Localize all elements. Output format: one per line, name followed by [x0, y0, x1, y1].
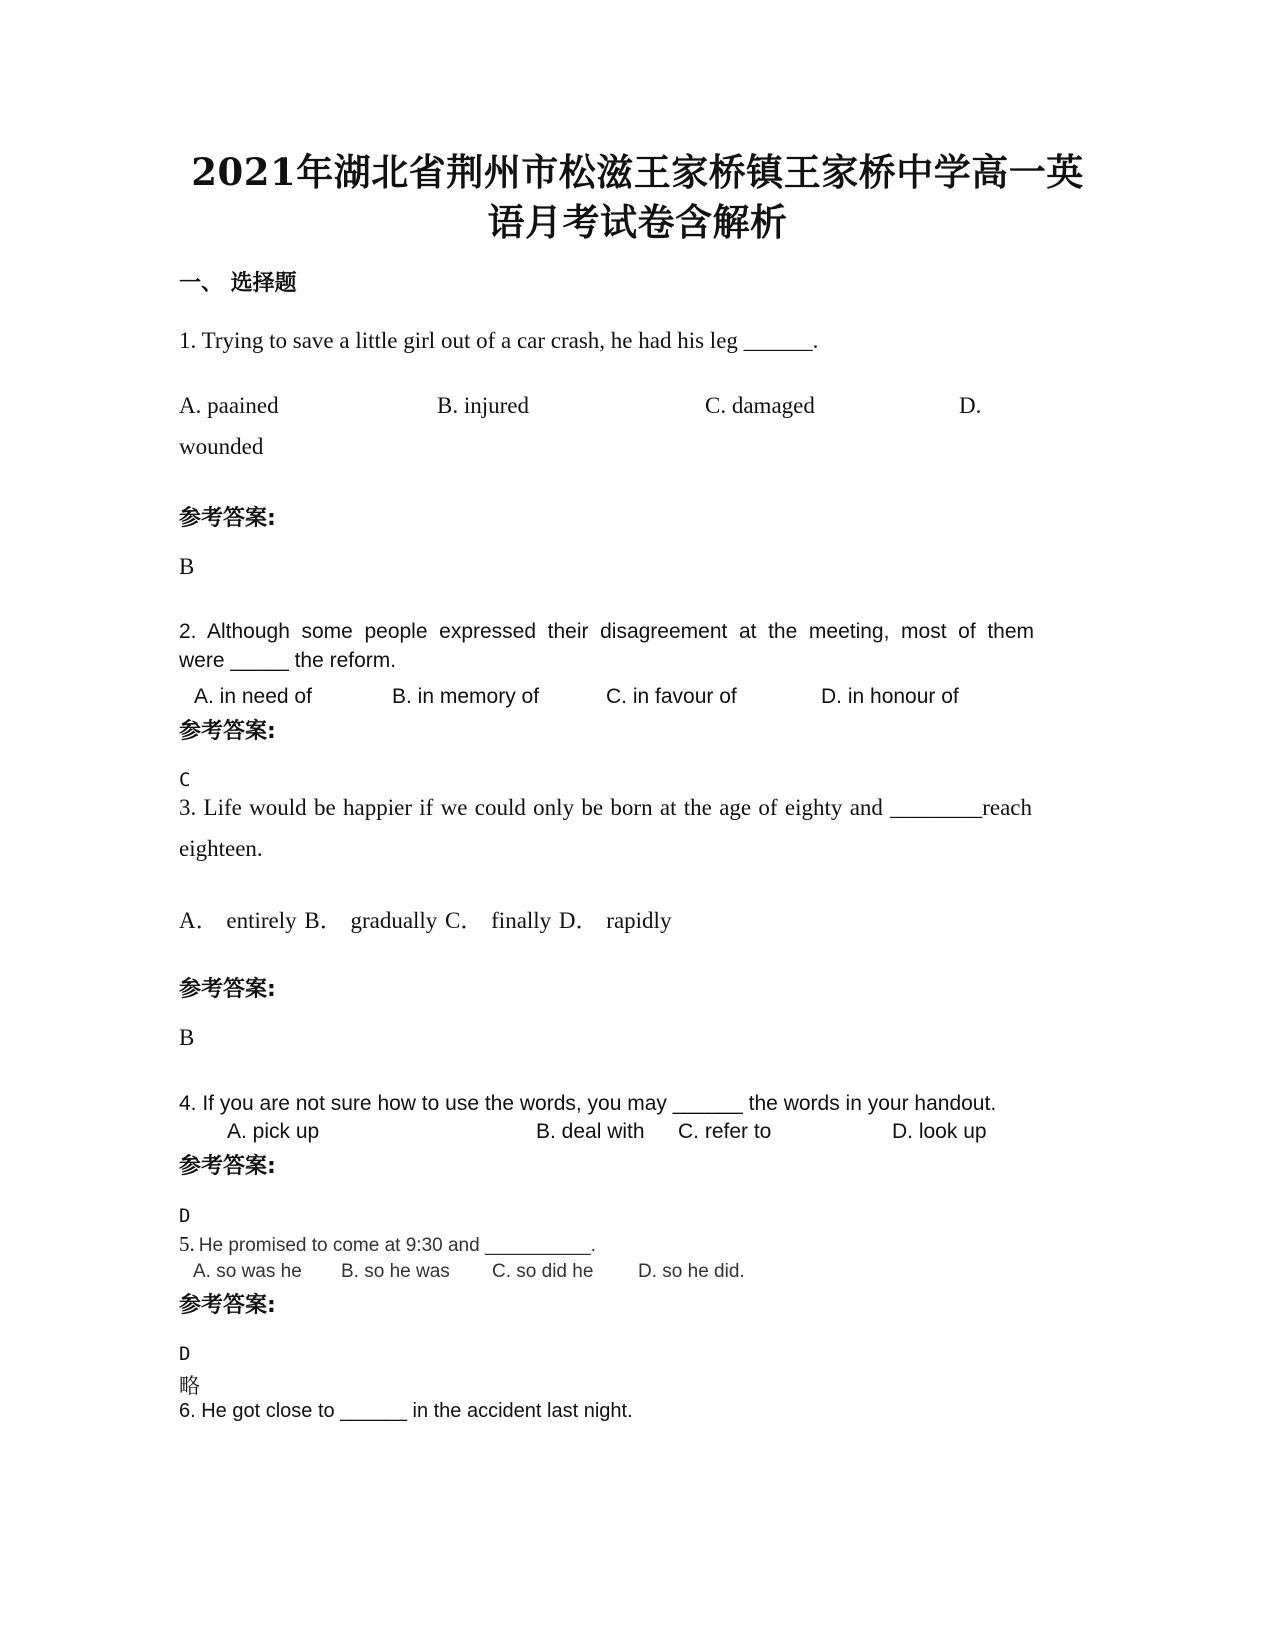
- section-heading: 一、 选择题: [179, 271, 297, 296]
- question-3-answer-label: 参考答案:: [179, 977, 276, 1002]
- question-5-answer: D: [179, 1343, 191, 1365]
- question-4-option-c: C. refer to: [678, 1120, 772, 1143]
- question-6-stem: 6. He got close to ______ in the accident last night.: [179, 1400, 633, 1422]
- question-3-stem-line-2: eighteen.: [179, 836, 263, 861]
- question-3-answer: B: [179, 1025, 195, 1050]
- question-5-stem-row: [179, 1232, 596, 1257]
- question-5-option-d: D. so he did.: [638, 1261, 745, 1282]
- question-1-option-c: C. damaged: [705, 393, 815, 418]
- question-3-options: A． entirely B． gradually C． finally D． rapidly: [179, 908, 672, 933]
- question-4-option-d: D. look up: [892, 1120, 987, 1143]
- question-5-answer-label: 参考答案:: [179, 1293, 276, 1318]
- question-2-answer: C: [179, 769, 191, 791]
- question-4-answer-label: 参考答案:: [179, 1154, 276, 1179]
- question-4-option-a: A. pick up: [227, 1120, 320, 1143]
- question-1-answer: B: [179, 554, 195, 579]
- question-4-option-b: B. deal with: [536, 1120, 645, 1143]
- question-5-number: 5.: [179, 1232, 195, 1256]
- question-2-option-c: C. in favour of: [606, 685, 737, 708]
- question-1-option-d: D.: [959, 393, 982, 418]
- question-2-answer-label: 参考答案:: [179, 719, 276, 744]
- document-title-line-1: 2021年湖北省荆州市松滋王家桥镇王家桥中学高一英: [191, 150, 1084, 194]
- question-5-option-a: A. so was he: [193, 1261, 302, 1282]
- question-1-stem: 1. Trying to save a little girl out of a car crash, he had his leg ______.: [179, 328, 819, 353]
- question-4-answer: D: [179, 1205, 191, 1227]
- question-4-stem: 4. If you are not sure how to use the words, you may ______ the words in your handout.: [179, 1092, 997, 1115]
- question-3-stem-line-1: 3. Life would be happier if we could only be born at the age of eighty and ________reach: [179, 795, 1032, 820]
- question-2-option-d: D. in honour of: [821, 685, 959, 708]
- question-5-option-b: B. so he was: [341, 1261, 450, 1282]
- question-1-option-d-wrap: wounded: [179, 434, 264, 459]
- question-1-option-a: A. paained: [179, 393, 279, 418]
- question-1-option-b: B. injured: [437, 393, 529, 418]
- question-2-stem-line-2: were _____ the reform.: [179, 649, 397, 672]
- question-1-answer-label: 参考答案:: [179, 506, 276, 531]
- question-2-option-b: B. in memory of: [392, 685, 540, 708]
- question-5-note: 略: [179, 1374, 200, 1398]
- question-5-stem: He promised to come at 9:30 and __________.: [198, 1235, 596, 1256]
- question-2-stem-line-1: 2. Although some people expressed their disagreement at the meeting, most of them: [179, 620, 1034, 643]
- document-title-line-2: 语月考试卷含解析: [487, 200, 788, 244]
- question-2-option-a: A. in need of: [194, 685, 312, 708]
- question-5-option-c: C. so did he: [492, 1261, 594, 1282]
